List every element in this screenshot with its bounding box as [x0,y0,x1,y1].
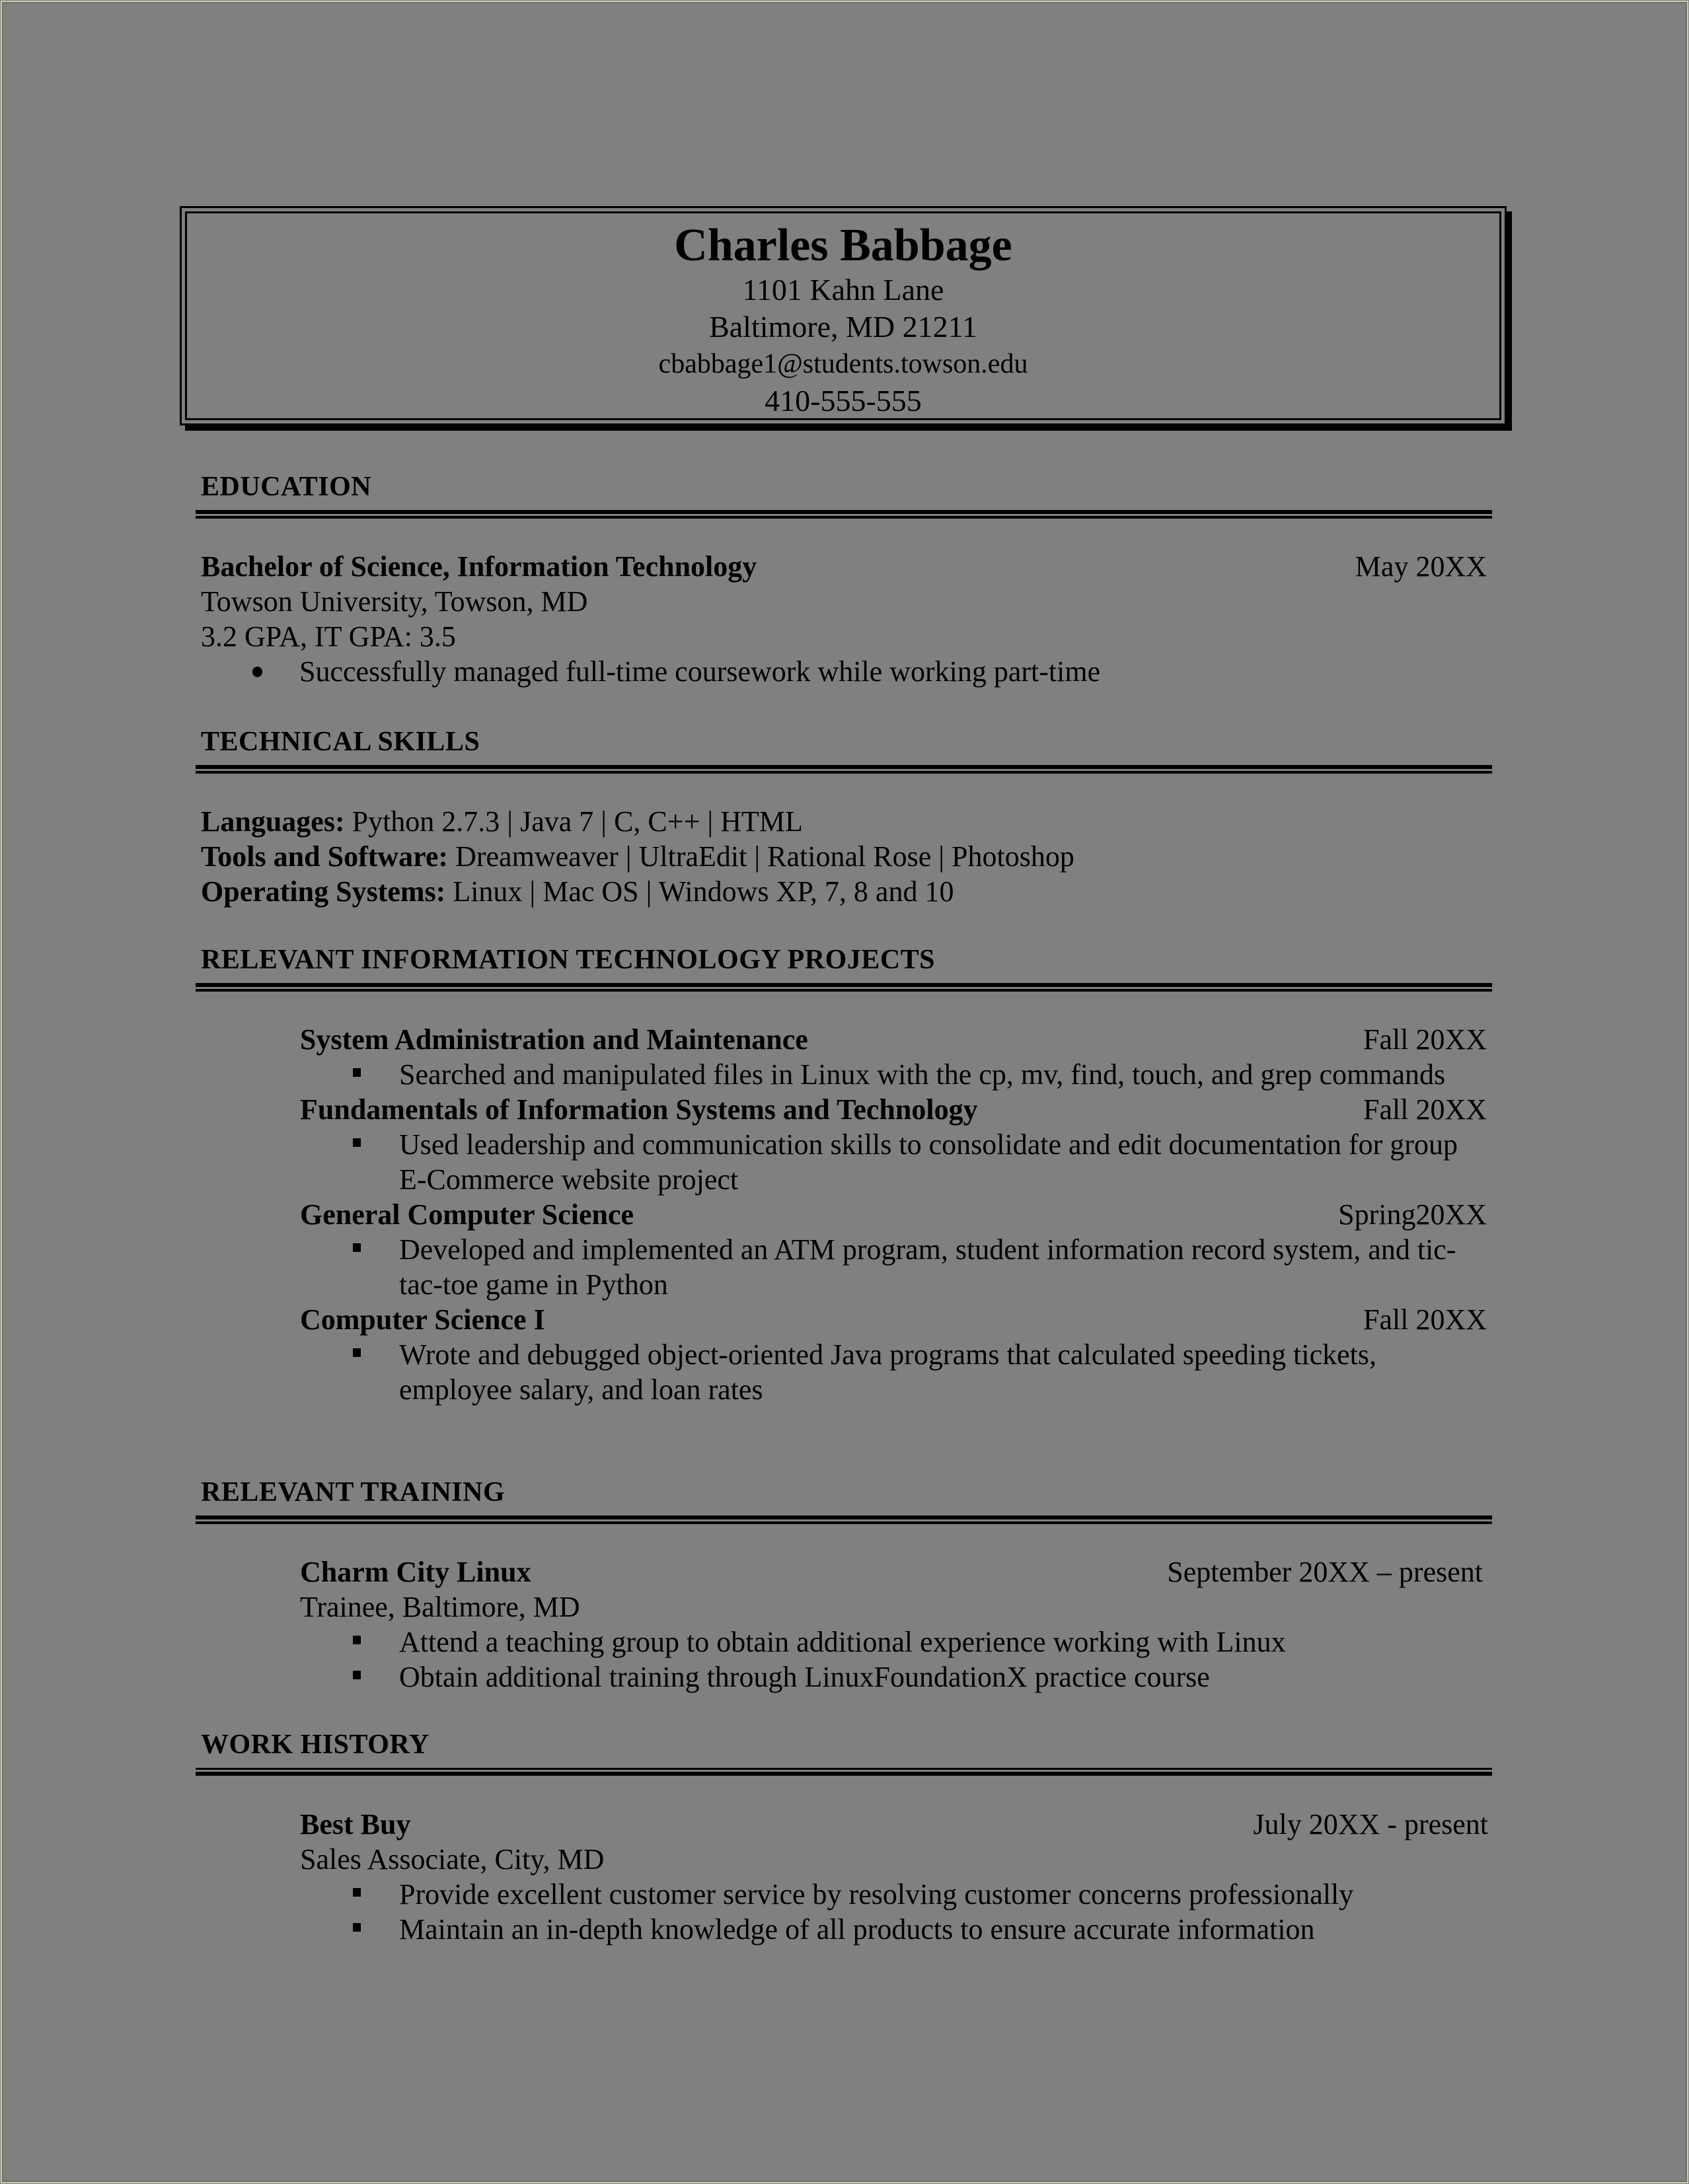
project-entry [300,1302,1492,1407]
email-address: cbabbage1@students.towson.edu [658,349,1028,379]
employment-date: July 20XX - present [1253,1808,1488,1840]
project-name: System Administration and Maintenance [300,1023,808,1056]
degree-title: Bachelor of Science, Information Technology [201,550,757,583]
project-entry [300,1197,1492,1302]
skill-label: Languages: [201,805,345,838]
section-title-work: WORK HISTORY [201,1729,430,1760]
project-name: Fundamentals of Information Systems and Technology [300,1093,978,1126]
bullet-square-icon [353,1348,361,1357]
training-name: Charm City Linux [300,1556,531,1588]
list-item [201,654,1492,689]
education-section [196,470,1492,689]
projects-section [196,943,1492,1407]
section-divider [196,765,1492,775]
list-item [300,1337,1492,1407]
skill-line [201,874,1492,909]
skill-value: Python 2.7.3 | Java 7 | C, C++ | HTML [344,805,803,838]
project-date: Fall 20XX [1363,1023,1487,1056]
contact-info [182,220,1505,419]
list-item [300,1127,1492,1197]
project-name: Computer Science I [300,1303,545,1336]
work-entry [300,1807,1492,1947]
phone-number: 410-555-555 [765,384,922,418]
education-bullets [201,654,1492,689]
section-divider [196,1515,1492,1525]
project-date: Fall 20XX [1363,1093,1487,1126]
list-item [300,1877,1492,1912]
technical-skills-section [196,725,1492,909]
bullet-square-icon [353,1671,361,1679]
address-line-2: Baltimore, MD 21211 [709,310,977,344]
list-item [300,1232,1492,1302]
training-entry [300,1554,1492,1694]
bullet-text: Maintain an in-depth knowledge of all products to ensure accurate information [399,1913,1315,1946]
list-item [300,1624,1492,1659]
bullet-square-icon [353,1138,361,1147]
bullet-text: Obtain additional training through LinuxFoundationX practice course [399,1661,1210,1693]
section-divider [196,983,1492,993]
project-entry [300,1092,1492,1197]
bullet-square-icon [353,1243,361,1252]
section-divider [196,510,1492,520]
section-title-skills: TECHNICAL SKILLS [201,727,480,757]
skills-list [196,804,1492,909]
section-title-education: EDUCATION [201,472,372,502]
project-date: Fall 20XX [1363,1303,1487,1336]
section-divider [196,1768,1492,1778]
bullet-square-icon [353,1888,361,1897]
project-bullets [300,1057,1492,1092]
bullet-text: Successfully managed full-time coursework while working part-time [299,655,1101,688]
job-role: Sales Associate, City, MD [300,1843,605,1875]
project-row [300,1197,1492,1232]
degree-row [201,549,1492,584]
bullet-text: Searched and manipulated files in Linux with the cp, mv, find, touch, and grep commands [399,1058,1446,1091]
list-item [300,1057,1492,1092]
training-row [300,1554,1492,1589]
section-title-projects: RELEVANT INFORMATION TECHNOLOGY PROJECTS [201,945,936,975]
degree-date: May 20XX [1355,550,1487,583]
section-title-training: RELEVANT TRAINING [201,1477,506,1508]
training-section [196,1476,1492,1694]
project-row [300,1302,1492,1337]
contact-header-box [180,206,1507,425]
skill-value: Dreamweaver | UltraEdit | Rational Rose | Photoshop [448,840,1074,873]
address-line-1: 1101 Kahn Lane [742,273,944,307]
bullet-disc-icon [252,667,262,677]
applicant-name: Charles Babbage [674,220,1012,271]
project-bullets [300,1337,1492,1407]
training-date: September 20XX – present [1167,1556,1483,1588]
bullet-text: Developed and implemented an ATM program, student information record system, and tic-tac-toe game in Python [399,1233,1456,1301]
list-item [300,1659,1492,1694]
skill-label: Operating Systems: [201,875,446,908]
skill-line [201,839,1492,874]
bullet-text: Used leadership and communication skills to consolidate and edit documentation for group E-Commerce website project [399,1128,1458,1196]
project-name: General Computer Science [300,1198,634,1231]
work-bullets [300,1877,1492,1947]
project-bullets [300,1232,1492,1302]
work-row [300,1807,1492,1842]
gpa-line: 3.2 GPA, IT GPA: 3.5 [201,620,456,653]
employer-name: Best Buy [300,1808,411,1840]
skill-label: Tools and Software: [201,840,449,873]
bullet-square-icon [353,1636,361,1644]
training-role: Trainee, Baltimore, MD [300,1591,580,1623]
bullet-text: Wrote and debugged object-oriented Java programs that calculated speeding tickets, employee salary, and loan rates [399,1338,1377,1406]
project-bullets [300,1127,1492,1197]
skill-line [201,804,1492,839]
work-history-section [196,1728,1492,1947]
bullet-text: Provide excellent customer service by resolving customer concerns professionally [399,1878,1354,1911]
bullet-text: Attend a teaching group to obtain additional experience working with Linux [399,1626,1286,1658]
bullet-square-icon [353,1068,361,1077]
bullet-square-icon [353,1923,361,1932]
project-row [300,1092,1492,1127]
project-row [300,1022,1492,1057]
skill-value: Linux | Mac OS | Windows XP, 7, 8 and 10 [445,875,954,908]
school-name: Towson University, Towson, MD [201,585,588,618]
projects-list [300,1022,1492,1407]
education-entry [201,549,1492,689]
training-bullets [300,1624,1492,1694]
project-entry [300,1022,1492,1092]
list-item [300,1912,1492,1947]
project-date: Spring20XX [1338,1198,1487,1231]
